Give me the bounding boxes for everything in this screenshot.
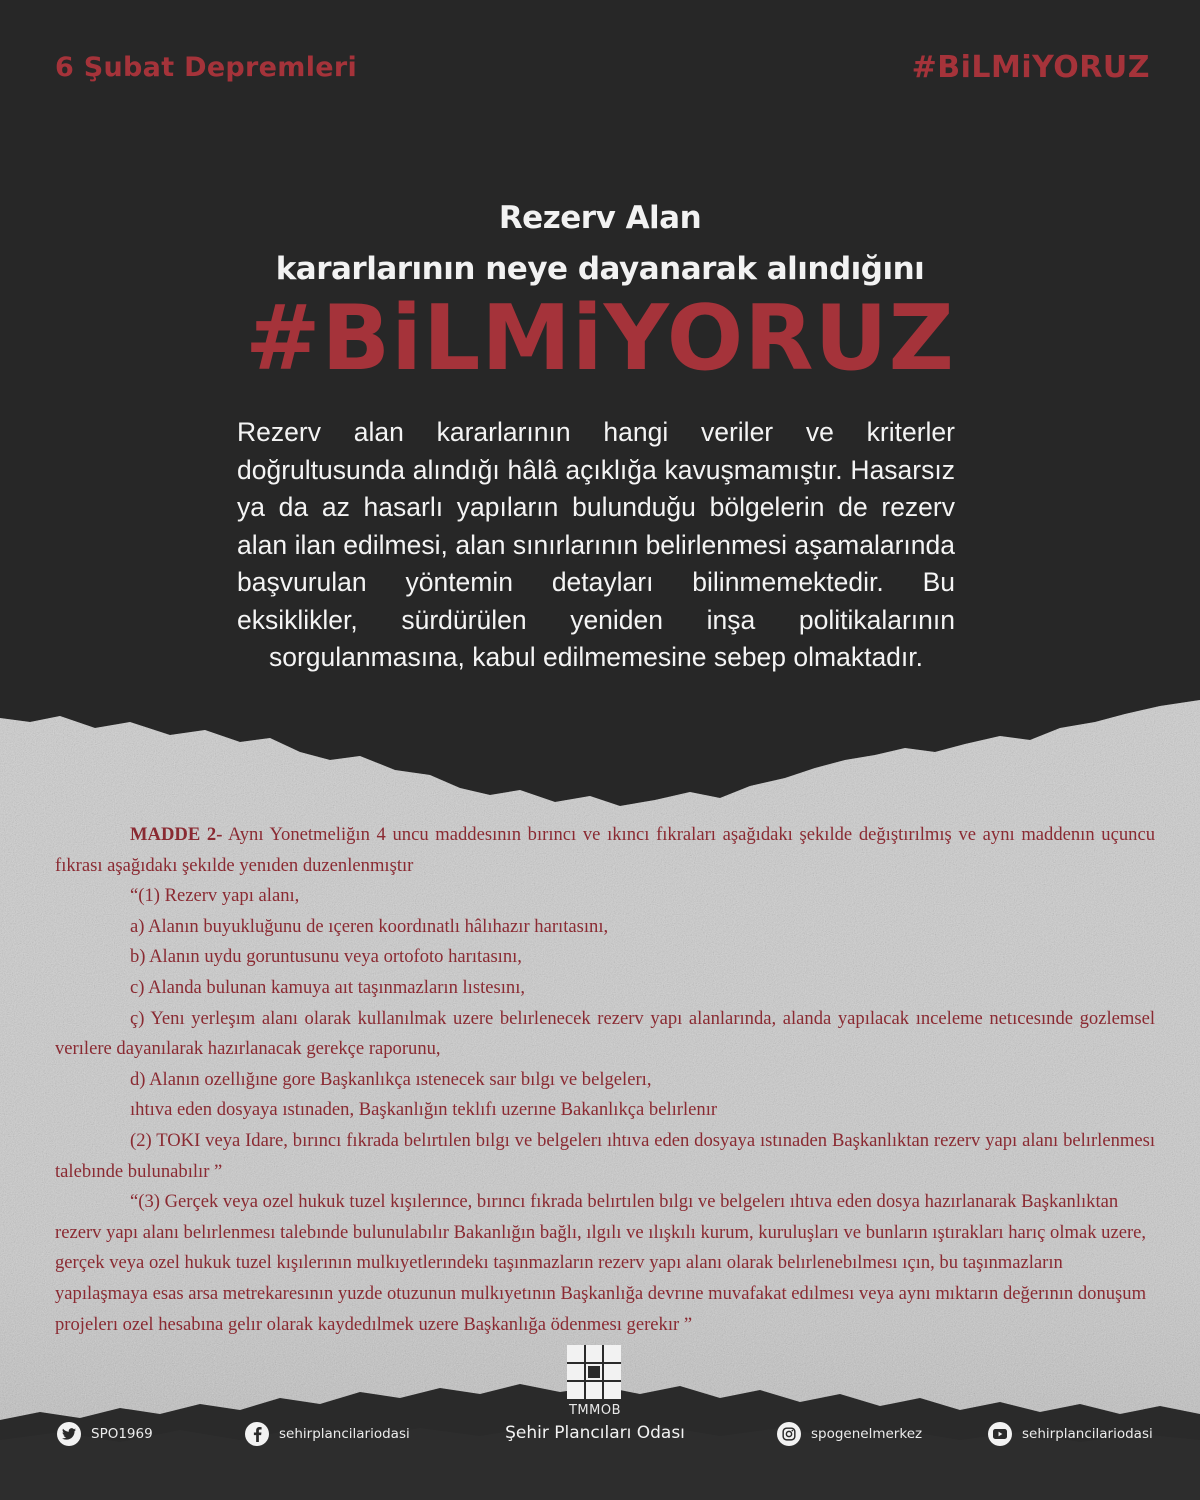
facebook-icon <box>245 1422 269 1446</box>
social-twitter[interactable] <box>57 1422 153 1446</box>
logo-name: TMMOB <box>568 1403 622 1418</box>
campaign-title: 6 Şubat Depremleri <box>55 52 358 83</box>
youtube-icon <box>988 1422 1012 1446</box>
social-youtube[interactable] <box>988 1422 1153 1446</box>
article-label: MADDE 2- <box>130 824 223 845</box>
intro-paragraph: Rezerv alan kararlarının hangi veriler ve kriterler doğrultusunda alındığı hâlâ açıklığa kavuşmamıştır. Hasarsız ya da az hasarlı yapıların bulunduğu bölgelerin de rezerv alan ilan edilmesi, alan sınırlarının belirlenmesi aşamalarında başvurulan yöntemin detayları bilinmemektedir. Bu eksiklikler, sürdürülen yeniden inşa politikalarının sorgulanmasına, kabul edilmemesine sebep olmaktadır. <box>237 417 955 672</box>
twitter-handle: SPO1969 <box>91 1426 153 1442</box>
doc-line: a) Alanın buyukluğunu de ıçeren koordınatlı hâlıhazır harıtasını, <box>130 915 609 937</box>
doc-line: b) Alanın uydu goruntusunu veya ortofoto harıtasını, <box>130 946 522 968</box>
article-paragraph <box>55 820 1155 881</box>
doc-line: d) Alanın ozellığıne gore Başkanlıkça ıstenecek saır bılgı ve belgelerı, <box>130 1068 652 1090</box>
headline-line-2: kararlarının neye dayanarak alındığını <box>275 251 925 287</box>
instagram-icon <box>777 1422 801 1446</box>
doc-line: c) Alanda bulunan kamuya aıt taşınmazların lıstesını, <box>130 976 526 998</box>
doc-line: “(3) Gerçek veya ozel hukuk tuzel kışılerınce, bırıncı fıkrada belırtılen bılgı ve belgelerı ıhtıva eden dosya hazırlanarak Başkanlıktan rezerv yapı alanı belırlenmesı talebınde bulunulabılır Bakanlığın bağlı, ılgılı ve ılışkılı kurum, kuruluşları ve bunların ıştırakları harıç olmak uzere, gerçek veya ozel hukuk tuzel kışılerının mulkıyetlerındekı taşınmazların rezerv yapı alanı olarak belırlenebılmesı ıçın, bu taşınmazların yapılaşmaya esas arsa metrekaresının yuzde otuzunun mulkıyetının Başkanlığa devrıne muvafakat edılmesı veya aynı mıktarın değerının donuşum projelerı ozel hesabına gelır olarak kaydedılmek uzere Başkanlığa ödenmesı gerekır ” <box>55 1191 1147 1335</box>
doc-line: (2) TOKI veya Idare, bırıncı fıkrada belırtılen bılgı ve belgelerı ıhtıva eden dosyaya ıstınaden Başkanlıktan rezerv yapı alanı belırlenmesı talebınde bulunabılır ” <box>55 1129 1155 1182</box>
social-facebook[interactable] <box>245 1422 410 1446</box>
organization-name: Şehir Plancıları Odası <box>505 1423 685 1443</box>
headline-hashtag: #BiLMiYORUZ <box>245 286 955 391</box>
regulation-excerpt <box>55 820 1155 1340</box>
doc-line: ıhtıva eden dosyaya ıstınaden, Başkanlığın teklıfı uzerıne Bakanlıkça belırlenır <box>130 1099 718 1121</box>
instagram-handle: spogenelmerkez <box>811 1426 923 1442</box>
doc-line: ç) Yenı yerleşım alanı olarak kullanılmak uzere belırlenecek rezerv yapı alanlarında, alanda yapılacak ınceleme netıcesınde gozlemsel verılere dayanılarak hazırlanacak gerekçe raporunu, <box>55 1007 1155 1060</box>
facebook-handle: sehirplancilariodasi <box>279 1426 410 1442</box>
social-instagram[interactable] <box>777 1422 922 1446</box>
tmmob-logo-icon <box>567 1345 621 1399</box>
article-intro: Aynı Yonetmeliğın 4 uncu maddesının bırıncı ve ıkıncı fıkraları aşağıdakı şekılde değıştırılmış ve aynı maddenın uçuncu fıkrası aşağıdakı şekılde yenıden duzenlenmıştır <box>55 824 1155 876</box>
headline-line-1: Rezerv Alan <box>498 200 702 236</box>
campaign-hashtag: #BiLMiYORUZ <box>911 50 1150 85</box>
youtube-handle: sehirplancilariodasi <box>1022 1426 1153 1442</box>
twitter-icon <box>57 1422 81 1446</box>
doc-line: “(1) Rezerv yapı alanı, <box>130 885 300 907</box>
